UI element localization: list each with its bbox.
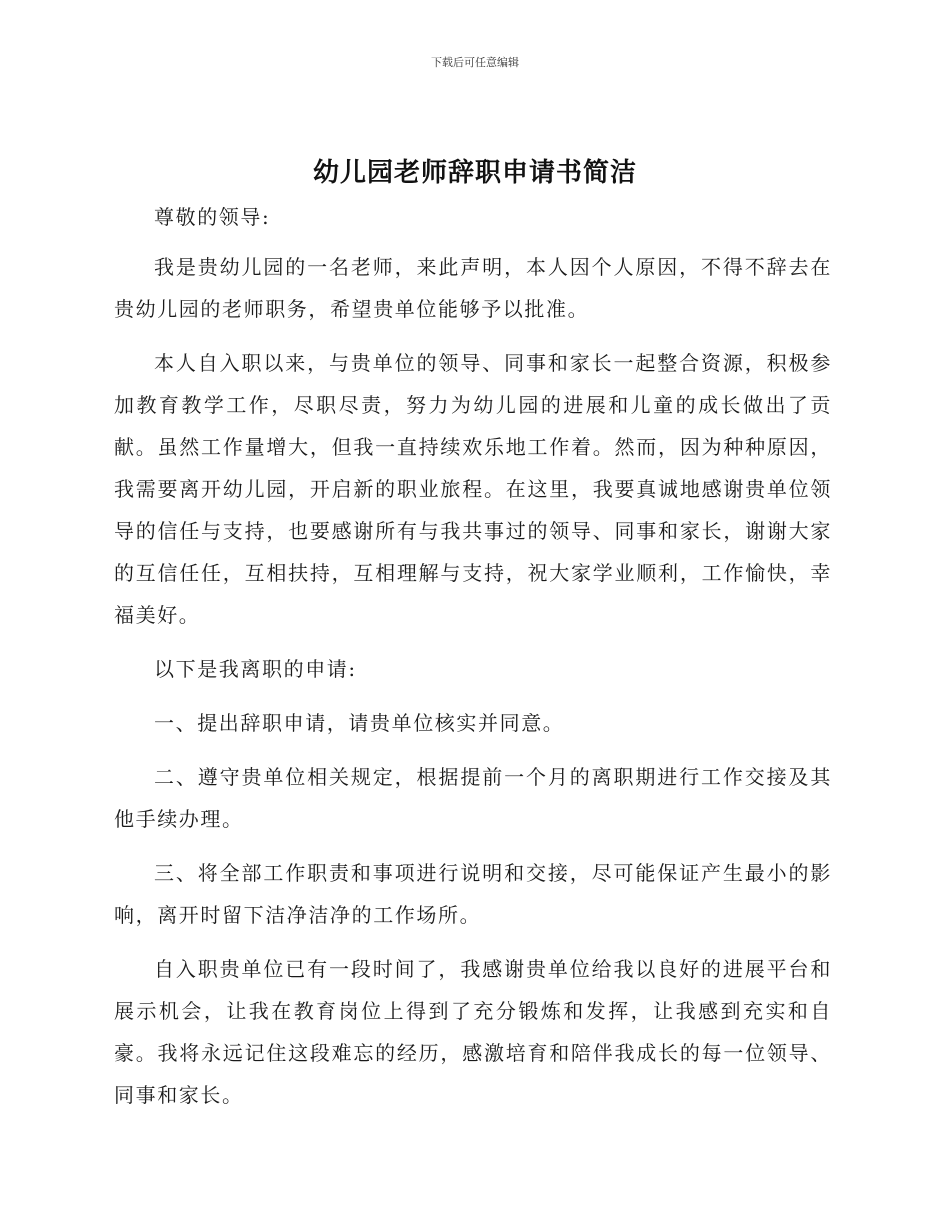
- paragraph-item-3: 三、将全部工作职责和事项进行说明和交接，尽可能保证产生最小的影响，离开时留下洁净洁净的工作场所。: [114, 861, 832, 927]
- paragraph-item-1: 一、提出辞职申请，请贵单位核实并同意。: [154, 711, 565, 735]
- paragraph-closing: 自入职贵单位已有一段时间了，我感谢贵单位给我以良好的进展平台和展示机会，让我在教育岗位上得到了充分锻炼和发挥，让我感到充实和自豪。我将永远记住这段难忘的经历，感激培育和陪伴我成长的每一位领导、同事和家长。: [114, 957, 832, 1107]
- document-body: [114, 196, 832, 1128]
- paragraph-intro: 我是贵幼儿园的一名老师，来此声明，本人因个人原因，不得不辞去在贵幼儿园的老师职务，希望贵单位能够予以批准。: [114, 255, 832, 321]
- header-note: 下载后可任意编辑: [431, 56, 519, 69]
- salutation: 尊敬的领导:: [154, 205, 271, 229]
- paragraph-gratitude: 本人自入职以来，与贵单位的领导、同事和家长一起整合资源，积极参加教育教学工作，尽职尽责，努力为幼儿园的进展和儿童的成长做出了贡献。虽然工作量增大，但我一直持续欢乐地工作着。然而，因为种种原因，我需要离开幼儿园，开启新的职业旅程。在这里，我要真诚地感谢贵单位领导的信任与支持，也要感谢所有与我共事过的领导、同事和家长，谢谢大家的互信任任，互相扶持，互相理解与支持，祝大家学业顺利，工作愉快，幸福美好。: [114, 351, 832, 627]
- paragraph-item-2: 二、遵守贵单位相关规定，根据提前一个月的离职期进行工作交接及其他手续办理。: [114, 765, 832, 831]
- paragraph-request-heading: 以下是我离职的申请:: [154, 657, 357, 681]
- document-title: 幼儿园老师辞职申请书简洁: [312, 158, 637, 188]
